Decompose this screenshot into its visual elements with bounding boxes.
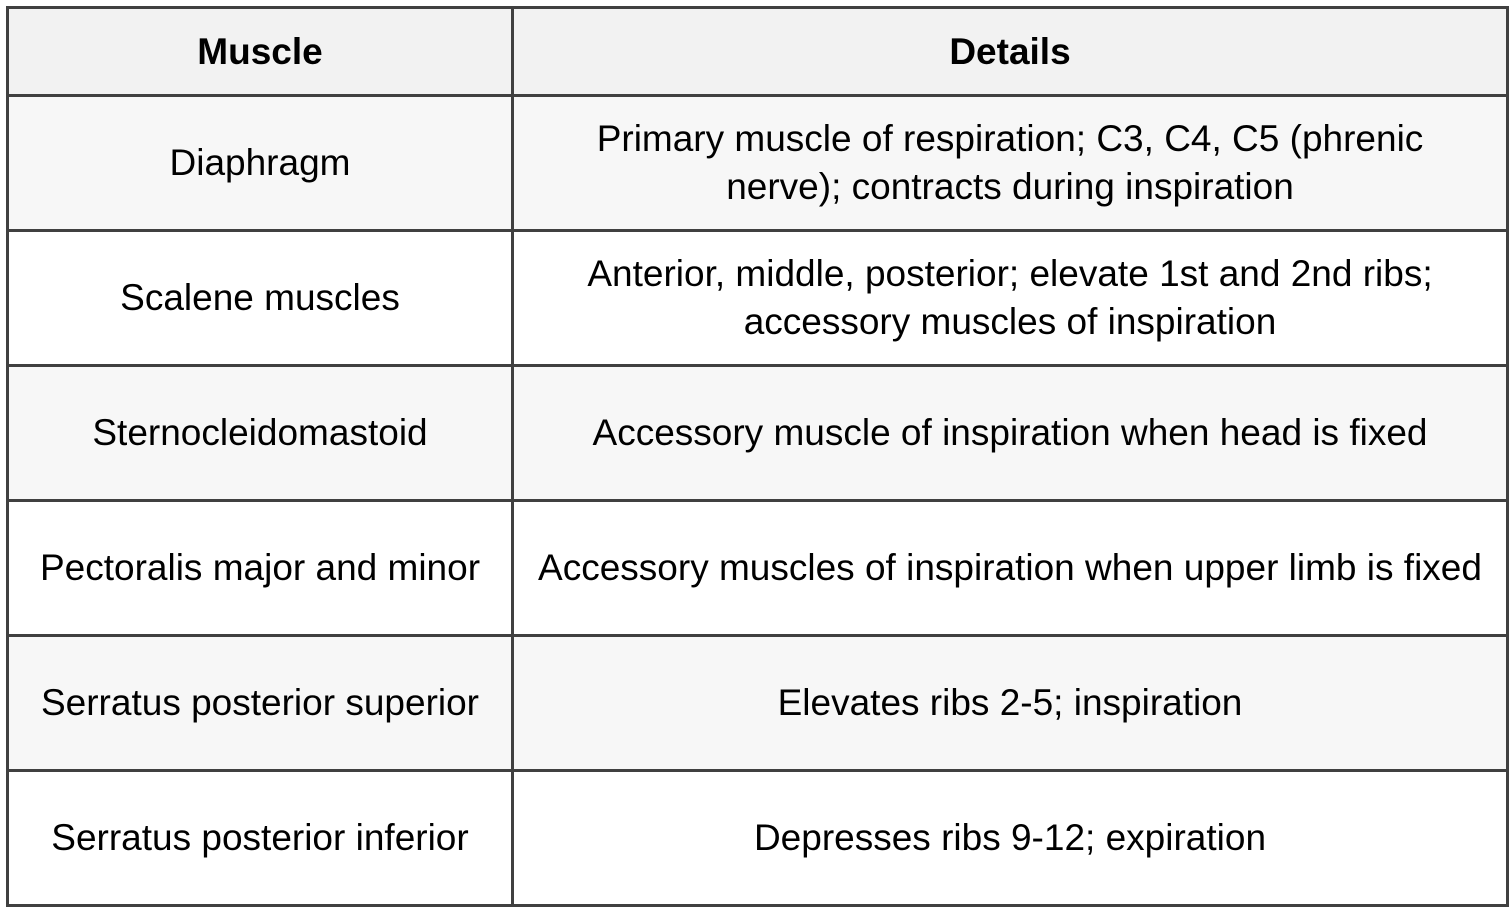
table-row — [8, 636, 1508, 771]
muscle-table-container — [6, 6, 1506, 906]
cell-muscle: Diaphragm — [8, 96, 513, 231]
muscle-table — [6, 6, 1509, 907]
table-row — [8, 96, 1508, 231]
cell-details: Depresses ribs 9-12; expiration — [513, 771, 1508, 906]
table-row — [8, 231, 1508, 366]
cell-muscle: Serratus posterior superior — [8, 636, 513, 771]
column-header-muscle: Muscle — [8, 8, 513, 96]
table-row — [8, 771, 1508, 906]
cell-muscle: Sternocleidomastoid — [8, 366, 513, 501]
cell-details: Accessory muscle of inspiration when head is fixed — [513, 366, 1508, 501]
cell-details: Primary muscle of respiration; C3, C4, C5 (phrenic nerve); contracts during inspiration — [513, 96, 1508, 231]
cell-details: Accessory muscles of inspiration when upper limb is fixed — [513, 501, 1508, 636]
cell-muscle: Scalene muscles — [8, 231, 513, 366]
header-row — [8, 8, 1508, 96]
cell-details: Elevates ribs 2-5; inspiration — [513, 636, 1508, 771]
cell-details: Anterior, middle, posterior; elevate 1st and 2nd ribs; accessory muscles of inspiration — [513, 231, 1508, 366]
table-row — [8, 366, 1508, 501]
cell-muscle: Serratus posterior inferior — [8, 771, 513, 906]
cell-muscle: Pectoralis major and minor — [8, 501, 513, 636]
column-header-details: Details — [513, 8, 1508, 96]
table-row — [8, 501, 1508, 636]
